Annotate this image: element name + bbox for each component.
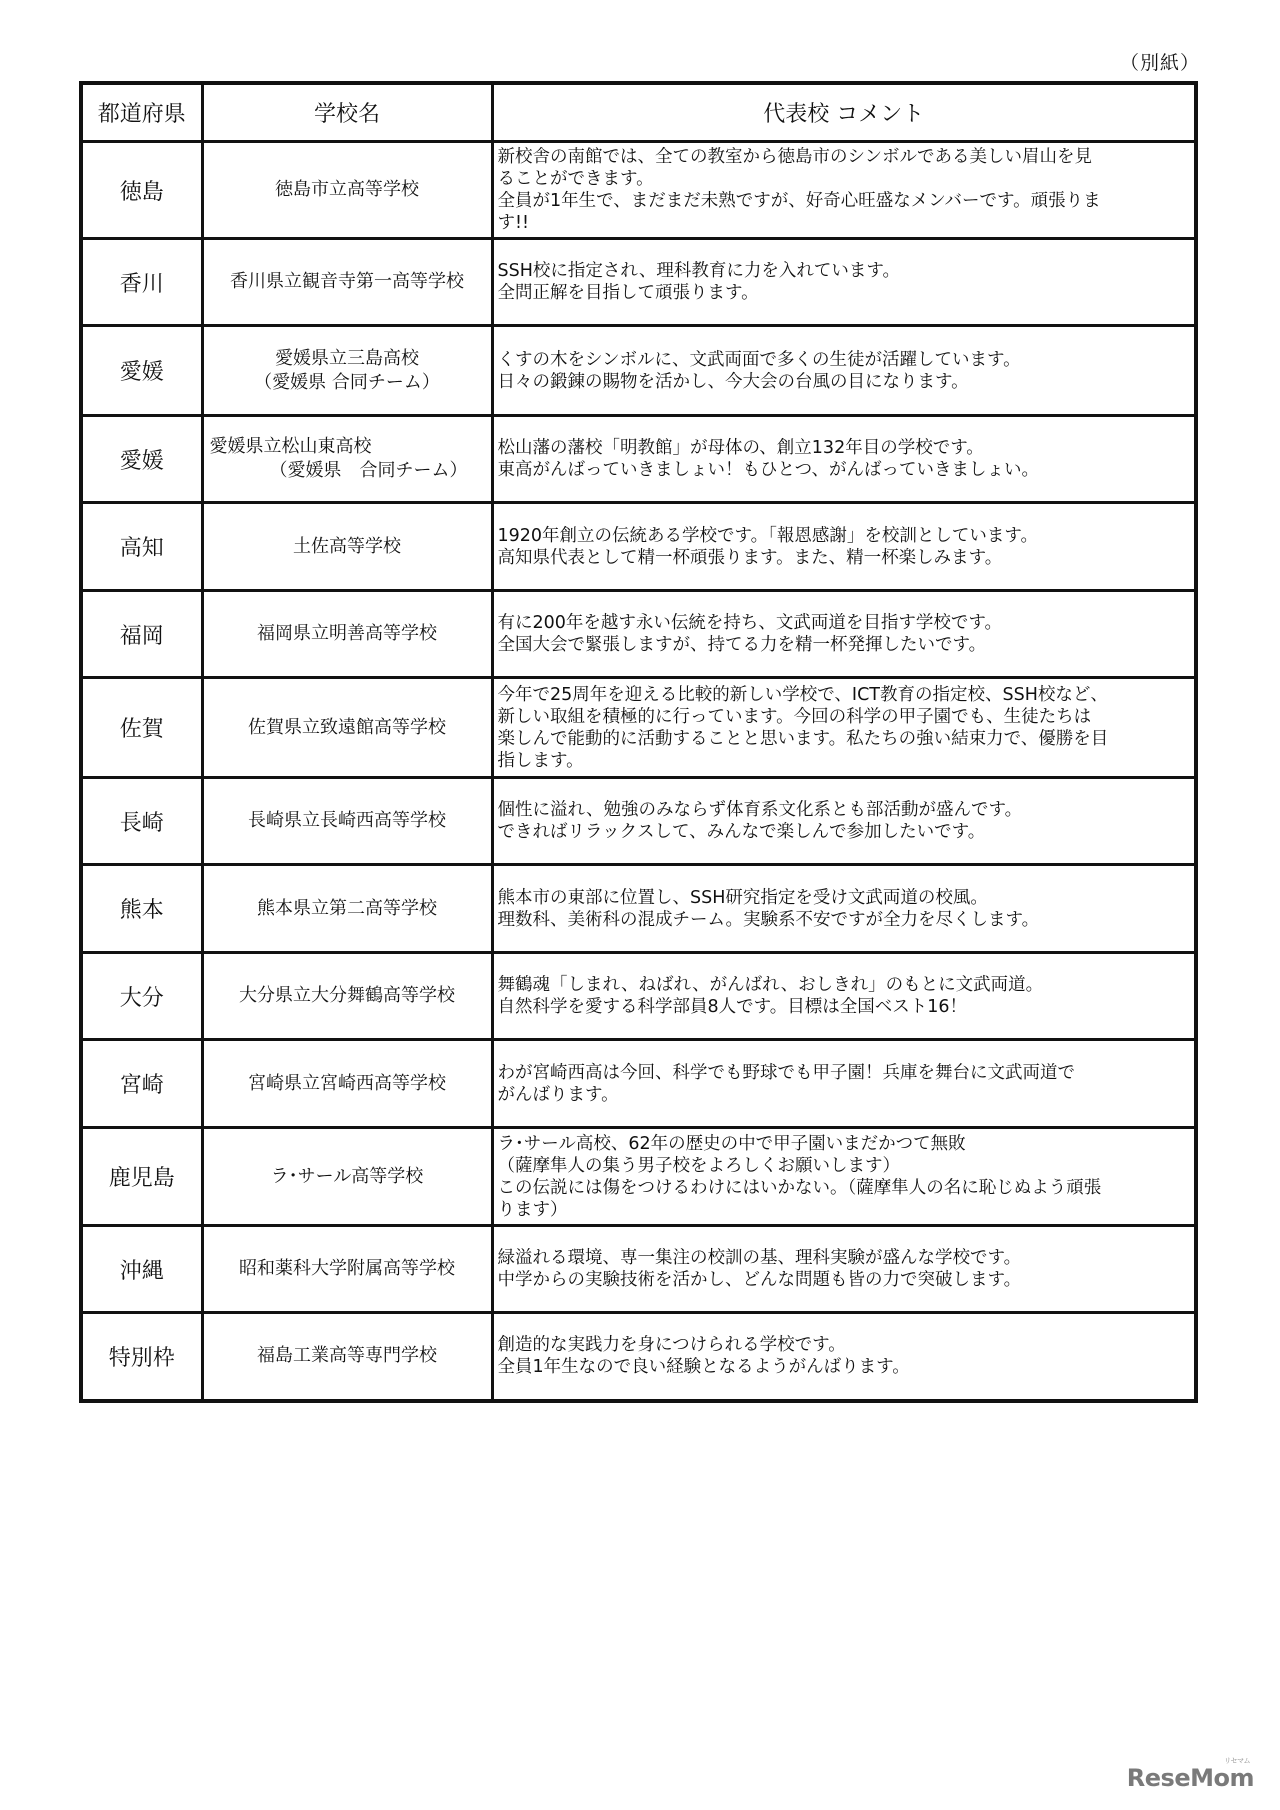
school-name-cell	[202, 865, 492, 953]
school-name-cell	[202, 1128, 492, 1226]
table-row	[81, 865, 1196, 953]
prefecture-cell: 鹿児島	[81, 1128, 202, 1226]
comment-line: す!!	[497, 213, 530, 233]
comment-cell	[492, 778, 1196, 865]
table-row	[81, 678, 1196, 778]
school-name-cell	[202, 1040, 492, 1128]
comment-cell	[492, 1040, 1196, 1128]
school-name-cell	[202, 678, 492, 778]
table-body	[81, 142, 1196, 1401]
school-name: ラ･サール高等学校	[270, 1165, 424, 1187]
prefecture-cell: 愛媛	[81, 416, 202, 503]
school-name-cell	[202, 953, 492, 1040]
comment-line: 個性に溢れ、勉強のみならず体育系文化系とも部活動が盛んです。	[497, 800, 1023, 820]
comment-line: 今年で25周年を迎える比較的新しい学校で、ICT教育の指定校、SSH校など、	[497, 684, 1108, 705]
table-row	[81, 326, 1196, 416]
table-row	[81, 591, 1196, 678]
comment-line: 新校舎の南館では、全ての教室から徳島市のシンボルである美しい眉山を見	[497, 147, 1093, 167]
table-row	[81, 142, 1196, 239]
representative-schools-table-wrapper	[79, 81, 1198, 1403]
school-name: 昭和薬科大学附属高等学校	[239, 1258, 455, 1279]
comment-line: がんばります。	[497, 1084, 619, 1105]
comment-cell	[492, 678, 1196, 778]
school-name: 福岡県立明善高等学校	[257, 623, 437, 644]
school-name-cell	[202, 239, 492, 326]
watermark-kana: リセマム	[1224, 1757, 1250, 1765]
table-row	[81, 778, 1196, 865]
header-prefecture: 都道府県	[81, 83, 202, 142]
table-row	[81, 503, 1196, 591]
school-name-cell	[202, 591, 492, 678]
comment-cell	[492, 416, 1196, 503]
school-name-cell	[202, 778, 492, 865]
resemom-watermark-logo	[1126, 1757, 1254, 1792]
table-row	[81, 1313, 1196, 1401]
school-name: 宮崎県立宮崎西高等学校	[248, 1072, 446, 1094]
comment-line: 熊本市の東部に位置し、SSH研究指定を受け文武両道の校風。	[497, 887, 988, 908]
comment-cell	[492, 591, 1196, 678]
school-name: 香川県立観音寺第一高等学校	[230, 271, 464, 292]
prefecture-cell: 佐賀	[81, 678, 202, 778]
prefecture-cell: 大分	[81, 953, 202, 1040]
school-team-note: （愛媛県 合同チーム）	[269, 460, 468, 481]
prefecture-cell: 徳島	[81, 142, 202, 239]
table-row	[81, 953, 1196, 1040]
school-name: 長崎県立長崎西高等学校	[248, 810, 446, 831]
comment-line: 日々の鍛錬の賜物を活かし、今大会の台風の目になります。	[497, 371, 969, 392]
school-team-note: （愛媛県 合同チーム）	[254, 371, 440, 393]
prefecture-cell: 特別枠	[81, 1313, 202, 1401]
school-name: 福島工業高等専門学校	[257, 1345, 437, 1367]
comment-cell	[492, 142, 1196, 239]
comment-line: 理数科、美術科の混成チーム。実験系不安ですが全力を尽くします。	[497, 909, 1040, 930]
comment-line: 東高がんばっていきましょい！もひとつ、がんばっていきましょい。	[497, 460, 1039, 480]
prefecture-cell: 香川	[81, 239, 202, 326]
header-school-name: 学校名	[202, 83, 492, 142]
comment-cell	[492, 1313, 1196, 1401]
watermark-text: ReseMom	[1126, 1764, 1254, 1792]
comment-cell	[492, 1128, 1196, 1226]
school-name: 徳島市立高等学校	[275, 179, 419, 200]
school-name: 愛媛県立松山東高校	[209, 436, 372, 457]
comment-line: くすの木をシンボルに、文武両面で多くの生徒が活躍しています。	[497, 349, 1021, 370]
school-name-cell	[202, 503, 492, 591]
comment-cell	[492, 239, 1196, 326]
comment-cell	[492, 865, 1196, 953]
prefecture-cell: 福岡	[81, 591, 202, 678]
school-name-cell	[202, 142, 492, 239]
comment-cell	[492, 1226, 1196, 1313]
comment-line: SSH校に指定され、理科教育に力を入れています。	[497, 261, 901, 281]
prefecture-cell: 高知	[81, 503, 202, 591]
table-row	[81, 239, 1196, 326]
school-name: 大分県立大分舞鶴高等学校	[239, 985, 455, 1006]
comment-line: 有に200年を越す永い伝統を持ち、文武両道を目指す学校です。	[497, 613, 1002, 633]
comment-line: 松山藩の藩校「明教館」が母体の、創立132年目の学校です。	[497, 438, 984, 458]
comment-line: 1920年創立の伝統ある学校です。「報恩感謝」を校訓としています。	[497, 525, 1038, 546]
comment-line: 指します。	[497, 750, 584, 771]
comment-line: 新しい取組を積極的に行っています。今回の科学の甲子園でも、生徒たちは	[497, 706, 1092, 727]
school-name-cell	[202, 1226, 492, 1313]
comment-line: この伝説には傷をつけるわけにはいかない。（薩摩隼人の名に恥じぬよう頑張	[497, 1177, 1102, 1198]
header-comment: 代表校 コメント	[492, 83, 1196, 142]
school-name: 土佐高等学校	[293, 535, 401, 557]
prefecture-cell: 熊本	[81, 865, 202, 953]
table-row	[81, 1128, 1196, 1226]
comment-line: 全問正解を目指して頑張ります。	[497, 283, 759, 303]
comment-line: ラ･サール高校、62年の歴史の中で甲子園いまだかつて無敗	[497, 1133, 966, 1154]
comment-line: 全員1年生なので良い経験となるようがんばります。	[497, 1357, 910, 1378]
school-name-cell	[202, 326, 492, 416]
representative-schools-table	[79, 81, 1198, 1403]
comment-line: 自然科学を愛する科学部員8人です。目標は全国ベスト16！	[497, 997, 968, 1017]
table-row	[81, 416, 1196, 503]
comment-cell	[492, 503, 1196, 591]
comment-line: 高知県代表として精一杯頑張ります。また、精一杯楽しみます。	[497, 547, 1003, 568]
prefecture-cell: 宮崎	[81, 1040, 202, 1128]
school-name: 熊本県立第二高等学校	[257, 897, 437, 919]
comment-line: 楽しんで能動的に活動することと思います。私たちの強い結束力で、優勝を目	[497, 728, 1109, 749]
school-name: 愛媛県立三島高校	[275, 347, 419, 369]
school-name: 佐賀県立致遠館高等学校	[248, 716, 446, 738]
attachment-label: （別紙）	[1119, 52, 1200, 74]
comment-line: 創造的な実践力を身につけられる学校です。	[497, 1335, 846, 1356]
comment-line: わが宮崎西高は今回、科学でも野球でも甲子園！兵庫を舞台に文武両道で	[497, 1062, 1075, 1083]
comment-line: 緑溢れる環境、専一集注の校訓の基、理科実験が盛んな学校です。	[497, 1248, 1022, 1268]
table-row	[81, 1040, 1196, 1128]
table-row	[81, 1226, 1196, 1313]
comment-line: ることができます。	[497, 169, 654, 189]
school-name-cell	[202, 1313, 492, 1401]
comment-line: 舞鶴魂「しまれ、ねばれ、がんばれ、おしきれ」のもとに文武両道。	[497, 975, 1044, 995]
school-name-cell	[202, 416, 492, 503]
comment-cell	[492, 326, 1196, 416]
comment-line: 全員が1年生で、まだまだ未熟ですが、好奇心旺盛なメンバーです。頑張りま	[497, 191, 1101, 211]
table-header-row	[81, 83, 1196, 142]
comment-line: ります）	[497, 1199, 568, 1220]
comment-line: 全国大会で緊張しますが、持てる力を精一杯発揮したいです。	[497, 635, 987, 655]
comment-line: （薩摩隼人の集う男子校をよろしくお願いします）	[497, 1155, 900, 1176]
comment-line: できればリラックスして、みんなで楽しんで参加したいです。	[497, 822, 986, 842]
prefecture-cell: 長崎	[81, 778, 202, 865]
prefecture-cell: 愛媛	[81, 326, 202, 416]
prefecture-cell: 沖縄	[81, 1226, 202, 1313]
comment-cell	[492, 953, 1196, 1040]
comment-line: 中学からの実験技術を活かし、どんな問題も皆の力で突破します。	[497, 1270, 1022, 1290]
